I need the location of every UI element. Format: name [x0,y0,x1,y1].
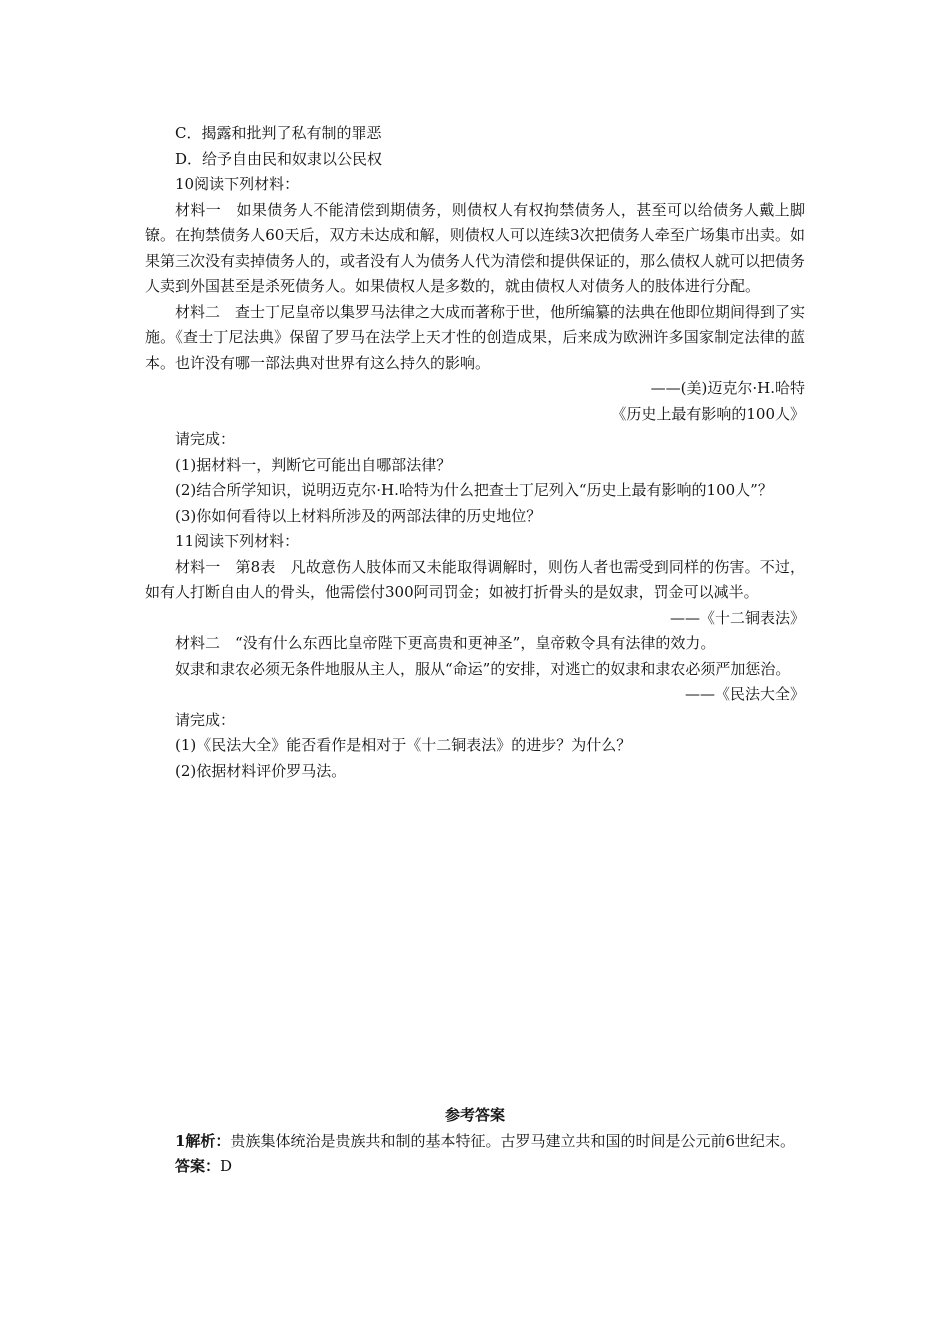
q11-sub-question-2: (2)依据材料评价罗马法。 [175,761,347,780]
answers-title: 参考答案 [444,1106,505,1124]
q11-material-2-line-1: 材料二 “没有什么东西比皇帝陛下更高贵和更神圣”，皇帝敕令具有法律的效力。 [175,634,716,652]
q10-prompt: 请完成： [175,430,236,448]
q10-sub-question-2: (2)结合所学知识，说明迈克尔·H.哈特为什么把查士丁尼列入“历史上最有影响的100人”？ [175,481,773,499]
q11-sub-question-1: (1)《民法大全》能否看作是相对于《十二铜表法》的进步？为什么？ [175,736,632,754]
q10-heading: 10阅读下列材料： [175,175,300,193]
q11-source-1: ——《十二铜表法》 [669,608,805,627]
q10-sub-question-1: (1)据材料一，判断它可能出自哪部法律？ [175,455,452,474]
answer-1-analysis [145,1129,805,1155]
q11-source-2: ——《民法大全》 [684,685,805,703]
answer-1-analysis-label: 1解析： [175,1131,231,1150]
q11-material-1: 材料一 第8表 凡故意伤人肢体而又未能取得调解时，则伤人者也需受到同样的伤害。不过，如有人打断自由人的骨头，他需偿付300阿司罚金；如被打折骨头的是奴隶，罚金可以减半。 [145,557,805,601]
questions-section [145,121,805,784]
q10-source-book: 《历史上最有影响的100人》 [611,404,805,423]
q10-source-author: ——(美)迈克尔·H.哈特 [650,379,805,397]
q11-prompt: 请完成： [175,710,236,729]
q11-material-2-line-2: 奴隶和隶农必须无条件地服从主人，服从“命运”的安排，对逃亡的奴隶和隶农必须严加惩治。 [175,659,791,678]
answer-1-key [145,1154,805,1180]
answer-1-key-value: D [220,1157,233,1175]
q11-heading: 11阅读下列材料： [175,532,300,550]
q10-material-2: 材料二 查士丁尼皇帝以集罗马法律之大成而著称于世，他所编纂的法典在他即位期间得到了实施。《查士丁尼法典》保留了罗马在法学上天才性的创造成果，后来成为欧洲许多国家制定法律的蓝本。也许没有哪一部法典对世界有这么持久的影响。 [145,302,806,372]
option-c: C．揭露和批判了私有制的罪恶 [175,124,382,142]
option-d: D．给予自由民和奴隶以公民权 [175,149,383,168]
q10-sub-question-3: (3)你如何看待以上材料所涉及的两部法律的历史地位？ [175,506,542,525]
answer-1-analysis-text: 贵族集体统治是贵族共和制的基本特征。古罗马建立共和国的时间是公元前6世纪末。 [230,1131,795,1150]
answers-section [145,1103,805,1180]
answer-1-key-label: 答案： [175,1157,221,1175]
q10-material-1: 材料一 如果债务人不能清偿到期债务，则债权人有权拘禁债务人，甚至可以给债务人戴上脚镣。在拘禁债务人60天后，双方未达成和解，则债权人可以连续3次把债务人牵至广场集市出卖。如果第三次没有卖掉债务人的，或者没有人为债务人代为清偿和提供保证的，那么债权人就可以把债务人卖到外国甚至是杀死债务人。如果债权人是多数的，就由债权人对债务人的肢体进行分配。 [145,200,806,295]
